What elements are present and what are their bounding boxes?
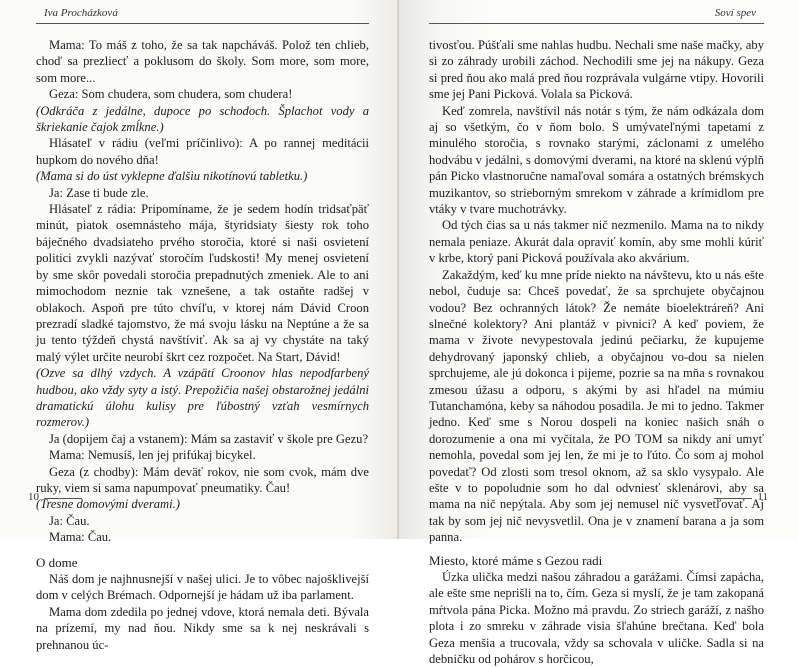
paragraph: Geza: Som chudera, som chudera, som chudera! bbox=[49, 87, 293, 102]
paragraph: Mama: Čau. bbox=[49, 530, 112, 545]
right-page-number: 11 bbox=[757, 491, 768, 503]
paragraph: tivosťou. Púšťali sme nahlas hudbu. Nechali sme naše mačky, aby si zo záhrady urobili záchod. Nechodili sme jej na nákupy. Geza si pred ňou ako malá pred ňou rozprávala vulgárne vtipy. Hovorili sme jej Pani Picková. Volala sa Picková. bbox=[429, 38, 764, 102]
section-heading: Miesto, ktoré máme s Gezou radi bbox=[429, 552, 603, 568]
stage-direction: (Mama si do úst vyklepne ďalšiu nikotínovú tabletku.) bbox=[36, 169, 308, 184]
right-page-text bbox=[429, 37, 764, 667]
left-page-number: 10 bbox=[28, 491, 39, 503]
paragraph: Mama dom zdedila po jednej vdove, ktorá nemala deti. Bývala na prízemí, my nad ňou. Nikdy sme sa k nej neskrávali s prehnanou úc- bbox=[36, 604, 369, 652]
left-page bbox=[0, 0, 399, 652]
paragraph: Mama: Nemusíš, len jej prifúkaj bicykel. bbox=[49, 448, 256, 463]
paragraph: Ja: Čau. bbox=[49, 513, 90, 528]
paragraph: Hlásateľ v rádiu (veľmi príčinlivo): A po rannej meditácii hupkom do nového dňa! bbox=[36, 136, 369, 167]
paragraph: Zakaždým, keď ku mne príde niekto na návštevu, kto u nás ešte nebol, čuduje sa: Chceš povedať, že sa sprchujete obyčajnou vodou? Bez ochranných látok? Že nemáte bioelektráreň? Ani slnečné kolektory? Ani plantáž v pivnici? A keď poviem, že mama v živote nevypestovala jedinú pečiarku, že kupujeme dehydrovaný japonský chlieb, a obyčajnou vo-dou sa nielen sprchujeme, ale jú dokonca i pijeme, pozrie sa na mňa s rovnakou zmesou úžasu a odporu, s akými by asi hľadel na múmiu Tutanchamóna, keby sa náhodou posadila. Je mi to jedno. Takmer jedno. Keď sme s Norou dospeli na koniec našich snáh o dorozumenie a ona mi vyčítala, že PO TOM sa nikdy ani umyť nemohla, povedal som jej len, že mi je to ľúto. Čo som aj mohol povedať? Od zlosti som tresol oknom, až sa sklo vysypalo. Ale ešte v to popoludnie som ho dal odvniesť sklenárovi, aby sa mama na nič nepýtala. Aby som jej nemusel nič vysvetľovať. Aj tak by som jej nič nevysvetlil. Ona je v znamení barana a ja som panna. bbox=[429, 267, 764, 545]
stage-direction: (Ozve sa dlhý vzdych. A vzápätí Croonov hlas nepodfarbený hudbou, ako vždy syty a istý. Prepožičia našej obstarožnej jedálni dramatickú úlohu kulisy pre ľúbostný vzťah vesmírnych rozmerov.) bbox=[36, 366, 369, 430]
section-heading: O dome bbox=[36, 554, 78, 570]
stage-direction: (Tresne domovými dverami.) bbox=[36, 497, 180, 512]
paragraph: Keď zomrela, navštívil nás notár s tým, že nám odkázala dom aj so všetkým, čo v ňom bolo. S umývateľnými tapetami z minulého storočia, s rovnako starými, záclonami z umelého hodvábu v jedálni, s domovými dverami, na ktoré na sklenú výplň pán Picko vlastnoručne namaľoval somára a ostatných brémskych muzikantov, so strieborným smrekom v záhrade a krímidlom pre vtáky v tvare muchotrávky. bbox=[429, 103, 764, 217]
left-footer-rule bbox=[44, 498, 82, 499]
paragraph: Geza (z chodby): Mám deväť rokov, nie som cvok, mám dve ruky, viem si sama napumpovať pneumatiky. Čau! bbox=[36, 464, 369, 495]
left-header-rule bbox=[36, 23, 369, 24]
right-header-rule bbox=[429, 23, 764, 24]
left-page-text bbox=[36, 37, 369, 653]
paragraph: Mama: To máš z toho, že sa tak napcháváš. Polož ten chlieb, choď sa prezliecť a poklusom do školy. Som more, som more, som more... bbox=[36, 38, 369, 85]
paragraph: Náš dom je najhnusnejší v našej ulici. Je to vôbec najošklivejší dom v celých Brémach. Odpornejší je hádam už iba parlament. bbox=[36, 572, 369, 603]
right-page bbox=[399, 0, 798, 667]
right-footer-rule bbox=[714, 498, 752, 499]
left-page-header: Iva Procházková bbox=[44, 7, 118, 19]
paragraph: Ja: Zase ti bude zle. bbox=[49, 185, 149, 200]
paragraph: Hlásateľ z rádia: Pripomíname, že je sedem hodín tridsaťpäť minút, piatok osemnásteho mája, štyridsiaty šiesty rok toho báječného dvadsiateho prvého storočia, ktoré si naši osvietení politici zvykli nazývať storočím ľudskosti! My menej osvietení by sme skôr povedali storočia prepadnutých zmeniek. Ale to ani mimochodom neznie tak vznešene, a tak ostaňte radšej v oblakoch. Aspoň pre túto chvíľu, v ktorej nám Dávid Croon prezradí sladké tajomstvo, že má svoju lásku na Neptúne a že sa ju tento týždeň chystá navštíviť. Ak sa aj vy chystáte na taký malý výlet určite neurobí škrt cez rozpočet. Na Start, Dávid! bbox=[36, 202, 369, 364]
right-page-header: Soví spev bbox=[714, 7, 756, 19]
stage-direction: (Odkráča z jedálne, dupoce po schodoch. Šplachot vody a škriekanie čajok zmĺkne.) bbox=[36, 103, 369, 135]
paragraph: Úzka ulička medzi našou záhradou a garážami. Čímsi zapácha, ale ešte sme neprišli na to, čím. Geza si myslí, že je tam zakopaná mŕtvola pána Picka. Možno má pravdu. Zo striech garáží, z našho plota i zo smreku v záhrade visia šľahúne brečtana. Keď bola Geza menšia a trucovala, vždy sa schovala v uličke. Sadla si na debničku od pohárov s horčicou, bbox=[429, 570, 764, 667]
paragraph: Od tých čias sa u nás takmer nič nezmenilo. Mama na to nikdy nemala peniaze. Akurát dala opraviť komín, aby sme mohli kúriť v krbe, ktorý pani Picková používala ako akvárium. bbox=[429, 218, 764, 266]
paragraph: Ja (dopijem čaj a vstanem): Mám sa zastaviť v škole pre Gezu? bbox=[49, 431, 369, 446]
